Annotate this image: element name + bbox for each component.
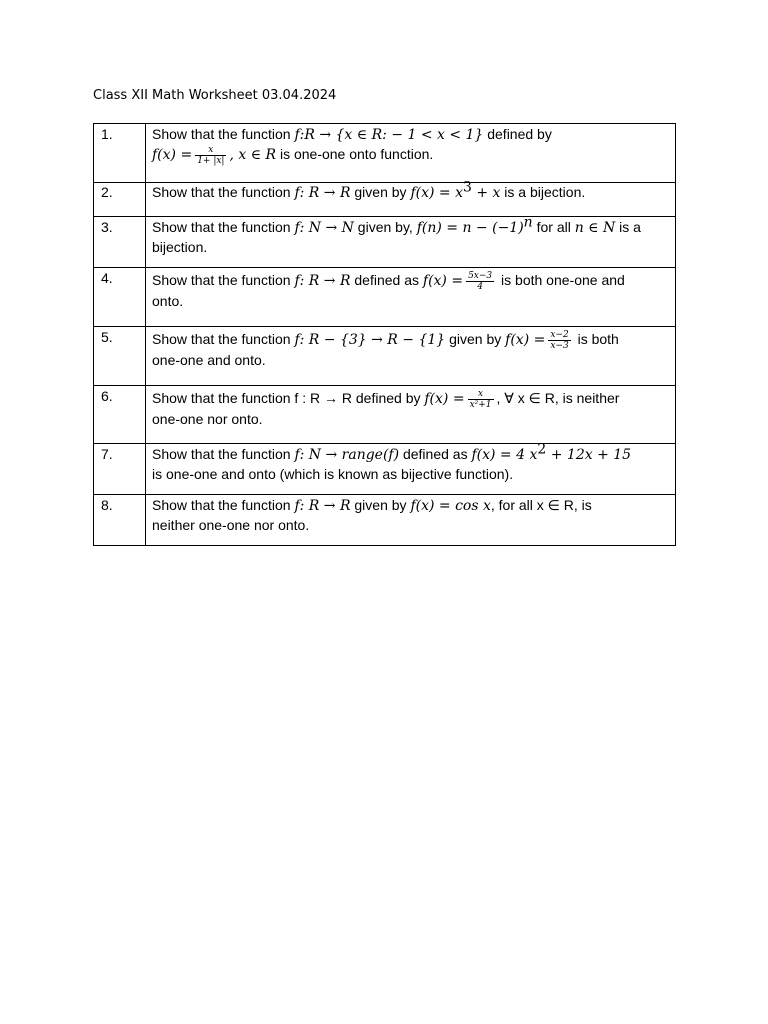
question-text: is both one-one and bbox=[497, 272, 625, 289]
question-row bbox=[94, 124, 676, 183]
math-expression: f(x) = bbox=[152, 147, 193, 164]
question-number: 3. bbox=[101, 219, 113, 235]
math-expression: f: R → R bbox=[294, 185, 351, 201]
question-text: Show that the function bbox=[152, 219, 295, 235]
question-number: 5. bbox=[101, 329, 113, 345]
question-number-cell bbox=[94, 183, 146, 217]
math-superscript: n bbox=[523, 214, 533, 231]
question-text: given by bbox=[350, 184, 411, 200]
fraction-denominator: 1+ |x| bbox=[197, 156, 225, 166]
question-number-cell bbox=[94, 386, 146, 444]
question-text: Show that the function bbox=[152, 331, 295, 348]
question-text-cell bbox=[146, 386, 676, 444]
math-expression: f:R → {x ∈ R: − 1 < x < 1} bbox=[294, 127, 484, 143]
math-expression: f: R → R bbox=[294, 273, 351, 290]
question-row bbox=[94, 327, 676, 386]
question-text: given by, bbox=[353, 219, 417, 235]
math-expression: f(x) = bbox=[505, 332, 546, 349]
math-expression: , x ∈ R bbox=[229, 147, 277, 164]
question-number: 7. bbox=[101, 446, 113, 462]
math-expression: f(x) = bbox=[424, 391, 465, 408]
question-row bbox=[94, 268, 676, 327]
math-expression: f(x) = 4 x bbox=[471, 447, 538, 463]
question-text: defined as bbox=[399, 446, 472, 462]
fraction bbox=[548, 330, 570, 351]
question-text: defined as bbox=[350, 272, 423, 289]
question-text: defined by bbox=[483, 126, 552, 142]
question-text-cell bbox=[146, 124, 676, 183]
math-superscript: 2 bbox=[537, 441, 547, 458]
question-number: 6. bbox=[101, 388, 113, 404]
math-expression: f: N → N bbox=[294, 220, 354, 236]
question-number: 1. bbox=[101, 126, 113, 142]
math-expression: f: R → R bbox=[294, 498, 351, 514]
question-text: one-one nor onto. bbox=[152, 411, 263, 427]
questions-table bbox=[93, 123, 676, 546]
math-expression: f(n) = n − (−1) bbox=[416, 220, 524, 236]
fraction-denominator: x²+1 bbox=[469, 400, 492, 410]
fraction-numerator: x−2 bbox=[550, 330, 569, 340]
question-number: 2. bbox=[101, 184, 113, 200]
question-text: Show that the function bbox=[152, 497, 295, 513]
question-number-cell bbox=[94, 217, 146, 268]
question-text-cell bbox=[146, 327, 676, 386]
question-number-cell bbox=[94, 444, 146, 495]
question-text: , for all x ∈ R, is bbox=[490, 497, 592, 513]
math-expression: + 12x + 15 bbox=[546, 447, 632, 463]
question-text-cell bbox=[146, 268, 676, 327]
question-text: Show that the function bbox=[152, 184, 295, 200]
question-text: is one-one and onto (which is known as bijective function). bbox=[152, 466, 514, 482]
fraction-denominator: 4 bbox=[477, 282, 483, 292]
fraction-numerator: x bbox=[195, 145, 226, 156]
question-text: one-one and onto. bbox=[152, 352, 266, 368]
math-expression: f(x) = x bbox=[410, 185, 463, 201]
question-number-cell bbox=[94, 495, 146, 546]
question-text: Show that the function bbox=[152, 126, 295, 142]
question-text: is one-one onto function. bbox=[276, 146, 434, 163]
worksheet-title: Class XII Math Worksheet 03.04.2024 bbox=[93, 88, 337, 103]
question-row bbox=[94, 495, 676, 546]
question-text: is both bbox=[573, 331, 619, 348]
math-expression: f(x) = bbox=[422, 273, 464, 290]
question-number-cell bbox=[94, 268, 146, 327]
question-row bbox=[94, 183, 676, 217]
math-expression: f: R − {3} → R − {1} bbox=[294, 332, 446, 349]
fraction bbox=[466, 271, 494, 292]
question-text: Show that the function bbox=[152, 446, 295, 462]
question-text: onto. bbox=[152, 293, 184, 309]
fraction bbox=[195, 145, 226, 166]
question-number-cell bbox=[94, 124, 146, 183]
fraction-denominator: x−3 bbox=[550, 341, 569, 351]
math-expression: f(x) = cos x bbox=[410, 498, 491, 514]
fraction-numerator: x bbox=[468, 389, 494, 400]
question-text-cell bbox=[146, 441, 676, 495]
question-number: 4. bbox=[101, 270, 113, 286]
question-text: is a bijection. bbox=[500, 184, 586, 200]
math-expression: n ∈ N bbox=[574, 220, 616, 236]
question-row bbox=[94, 386, 676, 444]
question-text: for all bbox=[532, 219, 575, 235]
question-text: given by bbox=[445, 331, 506, 348]
fraction bbox=[468, 389, 494, 410]
question-number-cell bbox=[94, 327, 146, 386]
question-text: is a bbox=[615, 219, 641, 235]
question-row bbox=[94, 444, 676, 495]
question-text: given by bbox=[350, 497, 411, 513]
question-text: neither one-one nor onto. bbox=[152, 517, 310, 533]
question-text: Show that the function bbox=[152, 272, 295, 289]
math-expression: + x bbox=[471, 185, 501, 201]
question-text-cell bbox=[146, 179, 676, 217]
question-text-cell bbox=[146, 495, 676, 546]
fraction-numerator: 5x−3 bbox=[468, 271, 493, 281]
question-text: , ∀ x ∈ R, is neither bbox=[496, 390, 620, 407]
question-text: bijection. bbox=[152, 239, 208, 255]
question-number: 8. bbox=[101, 497, 113, 513]
question-row bbox=[94, 217, 676, 268]
math-expression: f: N → range(f) bbox=[294, 447, 400, 463]
math-superscript: 3 bbox=[462, 179, 472, 196]
question-text: Show that the function f : R → R defined by bbox=[152, 390, 425, 407]
question-text-cell bbox=[146, 214, 676, 268]
